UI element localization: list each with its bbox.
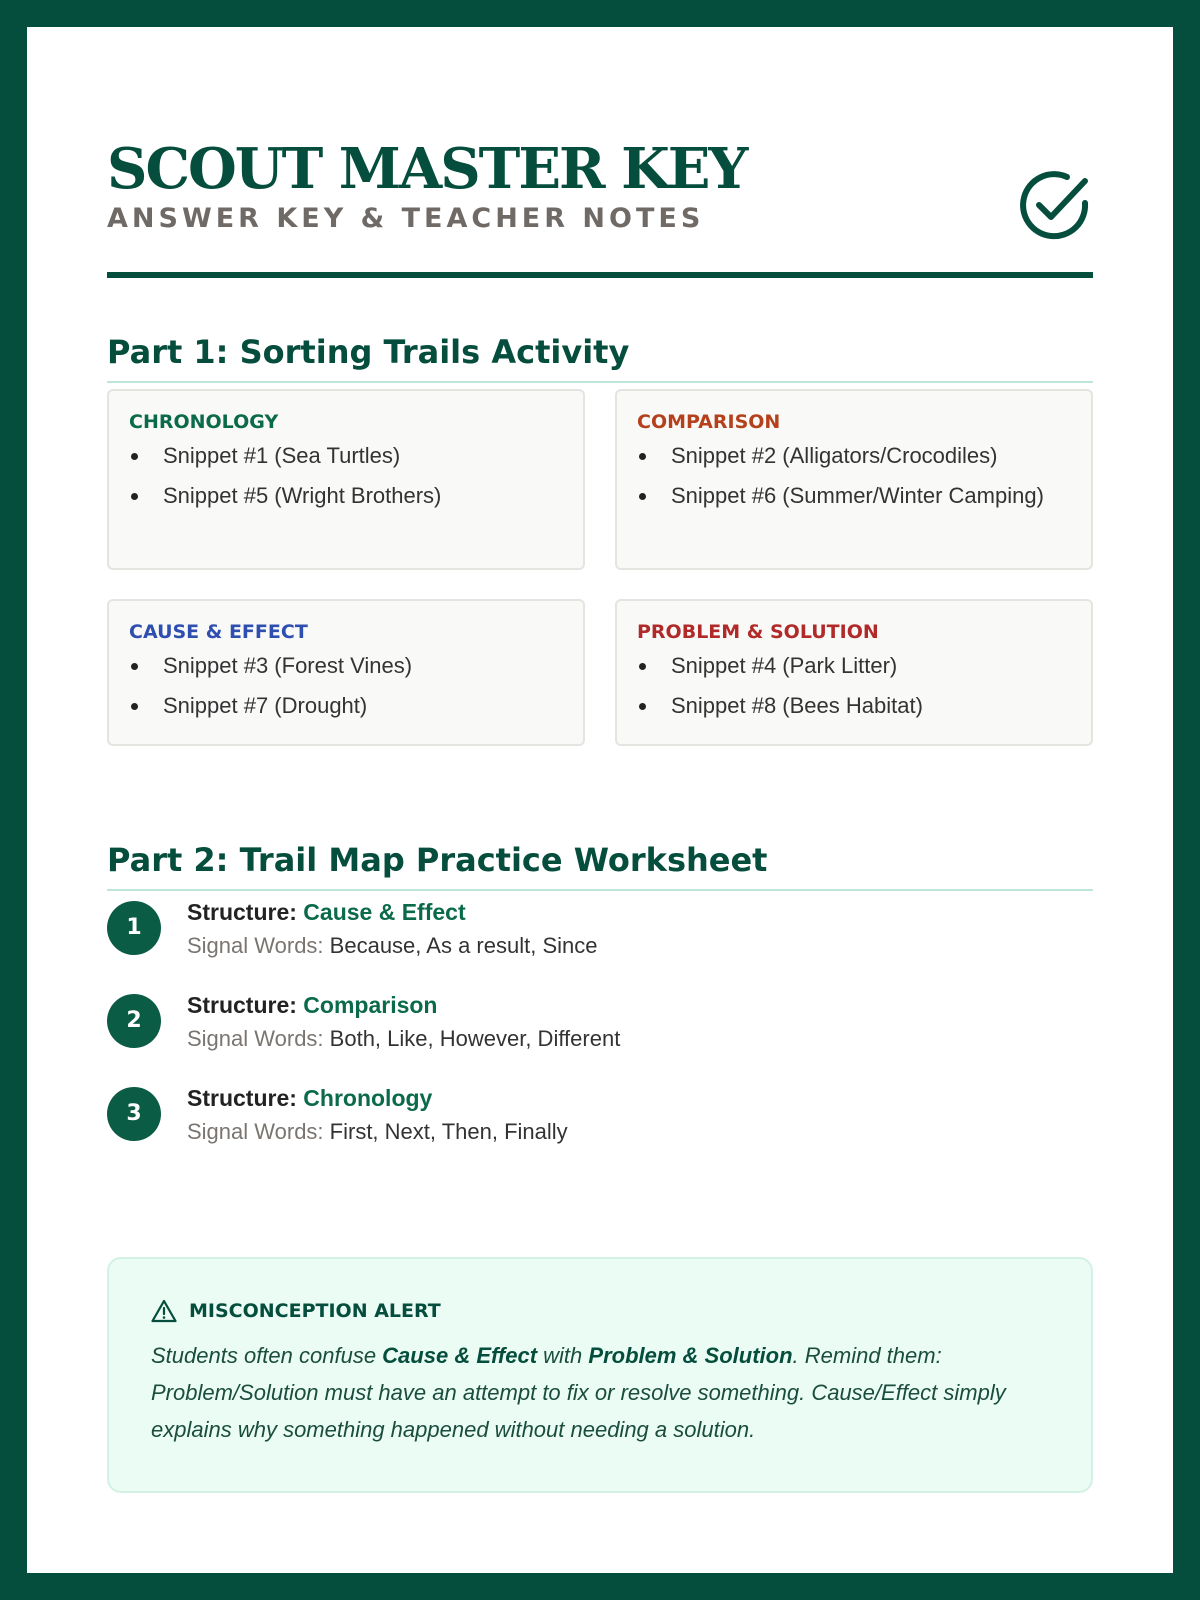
signal-words-label: Signal Words: bbox=[187, 1119, 324, 1144]
signal-words-line bbox=[187, 933, 598, 959]
snippet-list bbox=[637, 439, 1071, 512]
card-cause-effect bbox=[107, 599, 585, 746]
worksheet-step-1 bbox=[107, 899, 1093, 979]
misconception-alert bbox=[107, 1257, 1093, 1493]
list-item: Snippet #4 (Park Litter) bbox=[637, 649, 1071, 682]
check-circle-icon bbox=[1015, 167, 1093, 245]
header-divider bbox=[107, 272, 1093, 278]
alert-text bbox=[151, 1337, 1051, 1448]
page-header bbox=[107, 137, 1093, 282]
structure-label: Structure: bbox=[187, 1085, 297, 1111]
alert-term-problem-solution: Problem & Solution bbox=[588, 1343, 793, 1368]
structure-line bbox=[187, 1085, 432, 1112]
part2-heading: Part 2: Trail Map Practice Worksheet bbox=[107, 841, 1093, 891]
card-chronology bbox=[107, 389, 585, 570]
signal-words-value: Because, As a result, Since bbox=[329, 933, 598, 958]
signal-words-label: Signal Words: bbox=[187, 933, 324, 958]
snippet-list bbox=[129, 439, 563, 512]
part1-heading: Part 1: Sorting Trails Activity bbox=[107, 333, 1093, 383]
signal-words-line bbox=[187, 1119, 568, 1145]
list-item: Snippet #8 (Bees Habitat) bbox=[637, 689, 1071, 722]
snippet-list bbox=[637, 649, 1071, 722]
page-title: SCOUT MASTER KEY bbox=[107, 136, 747, 202]
signal-words-value: First, Next, Then, Finally bbox=[329, 1119, 568, 1144]
structure-label: Structure: bbox=[187, 899, 297, 925]
list-item: Snippet #5 (Wright Brothers) bbox=[129, 479, 563, 512]
list-item: Snippet #7 (Drought) bbox=[129, 689, 563, 722]
card-label: COMPARISON bbox=[637, 411, 781, 433]
card-label: CAUSE & EFFECT bbox=[129, 621, 308, 643]
signal-words-value: Both, Like, However, Different bbox=[329, 1026, 621, 1051]
structure-value: Comparison bbox=[303, 992, 438, 1018]
alert-header bbox=[151, 1299, 1051, 1323]
structure-label: Structure: bbox=[187, 992, 297, 1018]
card-label: CHRONOLOGY bbox=[129, 411, 279, 433]
structure-value: Cause & Effect bbox=[303, 899, 466, 925]
step-number: 1 bbox=[107, 901, 161, 955]
alert-term-cause-effect: Cause & Effect bbox=[382, 1343, 538, 1368]
card-label: PROBLEM & SOLUTION bbox=[637, 621, 879, 643]
card-comparison bbox=[615, 389, 1093, 570]
structure-line bbox=[187, 992, 437, 1019]
step-number: 2 bbox=[107, 994, 161, 1048]
list-item: Snippet #6 (Summer/Winter Camping) bbox=[637, 479, 1071, 512]
alert-heading: MISCONCEPTION ALERT bbox=[189, 1300, 441, 1322]
signal-words-line bbox=[187, 1026, 620, 1052]
worksheet-step-2 bbox=[107, 992, 1093, 1072]
list-item: Snippet #1 (Sea Turtles) bbox=[129, 439, 563, 472]
alert-text-part: with bbox=[537, 1343, 589, 1368]
structure-line bbox=[187, 899, 466, 926]
warning-triangle-icon bbox=[151, 1299, 177, 1323]
list-item: Snippet #2 (Alligators/Crocodiles) bbox=[637, 439, 1071, 472]
signal-words-label: Signal Words: bbox=[187, 1026, 324, 1051]
card-problem-solution bbox=[615, 599, 1093, 746]
alert-text-part: . Remind them: Problem/Solution must have an attempt to fix or resolve something. Cause/Effect simply explains why something happened without needing a solution. bbox=[151, 1343, 1006, 1442]
page-subtitle: ANSWER KEY & TEACHER NOTES bbox=[107, 203, 705, 234]
structure-value: Chronology bbox=[303, 1085, 433, 1111]
step-number: 3 bbox=[107, 1087, 161, 1141]
worksheet-step-3 bbox=[107, 1085, 1093, 1165]
list-item: Snippet #3 (Forest Vines) bbox=[129, 649, 563, 682]
answer-key-page bbox=[27, 27, 1173, 1573]
snippet-list bbox=[129, 649, 563, 722]
alert-text-part: Students often confuse bbox=[151, 1343, 383, 1368]
